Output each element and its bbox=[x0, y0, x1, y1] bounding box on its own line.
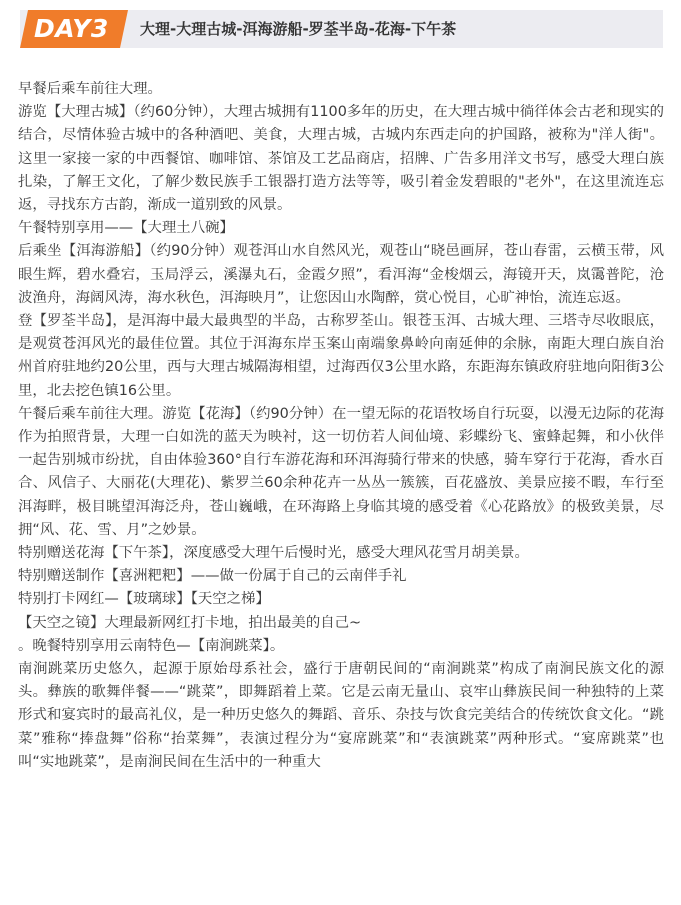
paragraph-checkin-spots: 特别打卡网红—【玻璃球】【天空之梯】 bbox=[18, 591, 270, 608]
day-badge bbox=[20, 10, 128, 48]
paragraph-dali-old-town: 游览【大理古城】（约60分钟），大理古城拥有1100多年的历史，在大理古城中徜徉体会古老和现实的结合，尽情体验古城中的各种酒吧、美食，大理古城，古城内东西走向的护国路，被称为"洋人街"。这里一家接一家的中西餐馆、咖啡馆、茶馆及工艺品商店，招牌、广告多用洋文书写，感受大理白族扎染，了解王文化，了解少数民族手工银器打造方法等等，吸引着金发碧眼的"老外"，在这里流连忘返，寻找东方古韵，渐成一道别致的风景。 bbox=[18, 104, 664, 214]
day-header bbox=[20, 10, 663, 48]
paragraph-xizhou-baba: 特别赠送制作【喜洲粑粑】——做一份属于自己的云南伴手礼 bbox=[18, 568, 407, 585]
paragraph-sky-mirror: 【天空之镜】大理最新网红打卡地，拍出最美的自己~ bbox=[18, 614, 362, 631]
paragraph-flower-sea: 午餐后乘车前往大理。游览【花海】（约90分钟）在一望无际的花语牧场自行玩耍，以漫无边际的花海作为拍照背景，大理一白如洗的蓝天为映衬，这一切仿若人间仙境、彩蝶纷飞、蜜蜂起舞，和小伙伴一起告别城市纷扰，自由体验360°自行车游花海和环洱海骑行带来的快感，骑车穿行于花海，香水百合、风信子、大丽花(大理花)、紫罗兰60余种花卉一丛丛一簇簇，百花盛放、美景应接不暇，车行至洱海畔，极目眺望洱海泛舟，苍山巍峨，在环海路上身临其境的感受着《心花路放》的极致美景，尽拥“风、花、雪、月”之妙景。 bbox=[18, 405, 664, 538]
paragraph-erhai-cruise: 后乘坐【洱海游船】（约90分钟）观苍洱山水自然风光，观苍山“晓邑画屏，苍山春雷，云横玉带，风眼生辉，碧水叠宕，玉局浮云，溪瀑丸石，金霞夕照”，看洱海“金梭烟云，海镜开天，岚霭普陀，沧波渔舟，海阔风涛，海水秋色，洱海映月”，让您因山水陶醉，赏心悦目，心旷神怡，流连忘返。 bbox=[18, 243, 664, 306]
paragraph-dinner: 。晚餐特别享用云南特色—【南涧跳菜】。 bbox=[18, 637, 285, 654]
paragraph-tiaocai-history: 南涧跳菜历史悠久，起源于原始母系社会，盛行于唐朝民间的“南涧跳菜”构成了南涧民族文化的源头。彝族的歌舞伴餐——“跳菜”，即舞蹈着上菜。它是云南无量山、哀牢山彝族民间一种独特的上菜形式和宴宾时的最高礼仪，是一种历史悠久的舞蹈、音乐、杂技与饮食完美结合的传统饮食文化。“跳菜”雅称“捧盘舞”俗称“抬菜舞”，表演过程分为“宴席跳菜”和“表演跳菜”两种形式。“宴席跳菜”也叫“实地跳菜”，是南涧民间在生活中的一种重大 bbox=[18, 661, 664, 770]
itinerary-title: 大理-大理古城-洱海游船-罗荃半岛-花海-下午茶 bbox=[140, 20, 457, 38]
paragraph-breakfast: 早餐后乘车前往大理。 bbox=[18, 81, 162, 97]
day-label: DAY3 bbox=[34, 14, 109, 43]
itinerary-body bbox=[18, 78, 664, 774]
paragraph-lunch: 午餐特别享用——【大理土八碗】 bbox=[18, 220, 234, 237]
paragraph-luoquan-peninsula: 登【罗荃半岛】，是洱海中最大最典型的半岛，古称罗荃山。银苍玉洱、古城大理、三塔寺尽收眼底，是观赏苍洱风光的最佳位置。其位于洱海东岸玉案山南端象鼻岭向南延伸的余脉，南距大理白族自治州首府驻地约20公里，西与大理古城隔海相望，过海西仅3公里水路，东距海东镇政府驻地向阳街3公里，北去挖色镇16公里。 bbox=[18, 313, 664, 399]
paragraph-afternoon-tea: 特别赠送花海【下午茶】，深度感受大理午后慢时光，感受大理风花雪月胡美景。 bbox=[18, 545, 529, 562]
